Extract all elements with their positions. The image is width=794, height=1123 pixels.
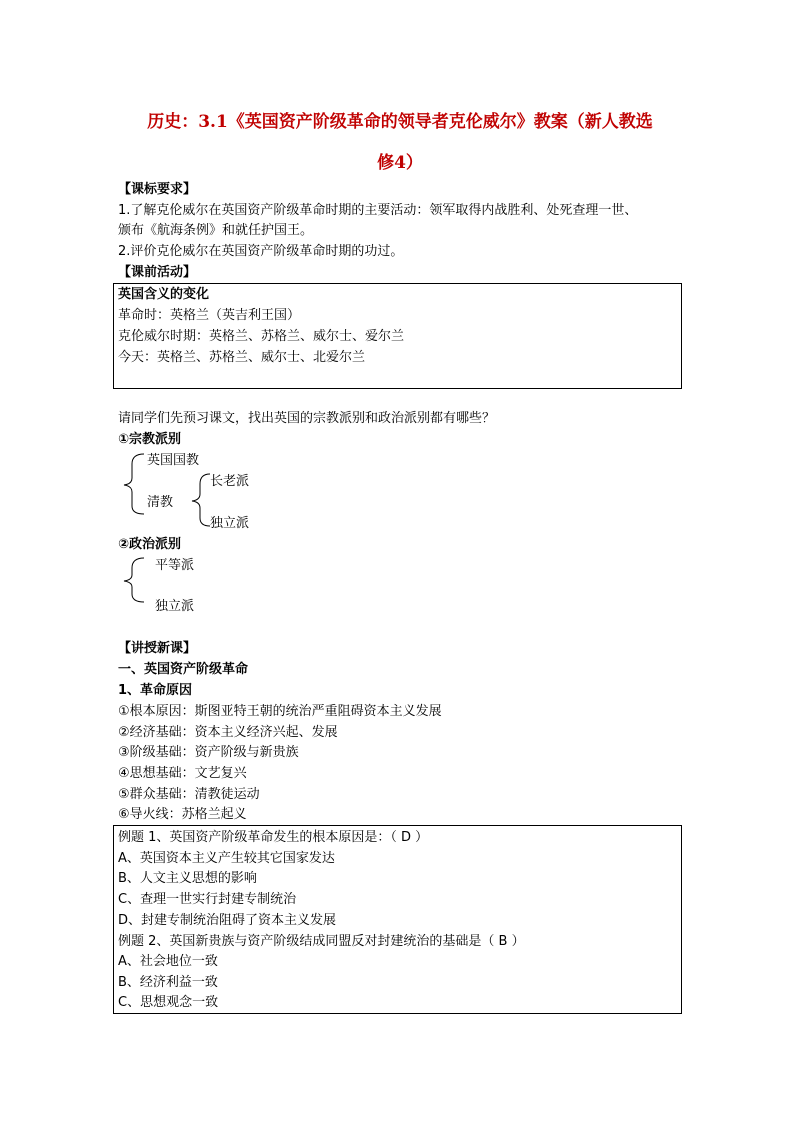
example-2-option-a: A、社会地位一致: [118, 954, 218, 969]
politics-levellers: 平等派: [155, 558, 195, 573]
section-title: 一、英国资产阶级革命: [118, 662, 249, 677]
example-2-option-b: B、经济利益一致: [118, 975, 218, 990]
example-1-question: 例题 1、英国资产阶级革命发生的根本原因是：（ D ）: [118, 830, 429, 845]
preclass-heading: 【课前活动】: [118, 265, 197, 280]
inner-brace-shape: [192, 474, 210, 526]
cause-6: ⑥导火线：苏格兰起义: [118, 807, 247, 822]
politics-independents: 独立派: [155, 599, 195, 614]
curriculum-heading: 【课标要求】: [118, 182, 197, 197]
cause-2: ②经济基础：资本主义经济兴起、发展: [118, 725, 338, 740]
example-1-option-b: B、人文主义思想的影响: [118, 871, 257, 886]
politics-heading: ②政治派别: [118, 537, 182, 552]
cause-1: ①根本原因：斯图亚特王朝的统治严重阻碍资本主义发展: [118, 704, 442, 719]
outer-brace-shape: [124, 454, 144, 514]
curriculum-item-2: 2.评价克伦威尔在英国资产阶级革命时期的功过。: [118, 244, 404, 259]
document-title-line2: 修4）: [377, 153, 423, 173]
cause-4: ④思想基础：文艺复兴: [118, 766, 247, 781]
cause-3: ③阶级基础：资产阶级与新贵族: [118, 745, 299, 760]
preclass-line-1: 革命时：英格兰（英吉利王国）: [118, 308, 301, 323]
example-2-option-c: C、思想观念一致: [118, 995, 219, 1010]
example-2-question: 例题 2、英国新贵族与资产阶级结成同盟反对封建统治的基础是（ B ）: [118, 934, 525, 949]
preclass-line-3: 今天：英格兰、苏格兰、威尔士、北爱尔兰: [118, 350, 366, 365]
religion-puritan: 清教: [147, 495, 174, 510]
politics-brace-shape: [124, 558, 144, 602]
curriculum-item-1a: 1.了解克伦威尔在英国资产阶级革命时期的主要活动：领军取得内战胜利、处死查理一世、: [118, 203, 638, 218]
preclass-box-title: 英国含义的变化: [118, 287, 210, 302]
religion-independent: 独立派: [210, 516, 250, 531]
religion-anglican: 英国国教: [147, 453, 200, 468]
preclass-line-2: 克伦威尔时期：英格兰、苏格兰、威尔士、爱尔兰: [118, 329, 405, 344]
lecture-heading: 【讲授新课】: [118, 641, 197, 656]
preview-question: 请同学们先预习课文，找出英国的宗教派别和政治派别都有哪些？: [118, 411, 496, 426]
religion-presbyterian: 长老派: [210, 474, 250, 489]
subsection-title: 1、革命原因: [118, 683, 193, 698]
cause-5: ⑤群众基础：清教徒运动: [118, 787, 260, 802]
curriculum-item-1b: 颁布《航海条例》和就任护国王。: [118, 223, 314, 238]
example-1-option-d: D、封建专制统治阻碍了资本主义发展: [118, 913, 337, 928]
politics-brace-diagram: [118, 556, 158, 608]
religion-heading: ①宗教派别: [118, 432, 182, 447]
example-1-option-a: A、英国资本主义产生较其它国家发达: [118, 851, 335, 866]
document-title-line1: 历史：3.1《英国资产阶级革命的领导者克伦威尔》教案（新人教选: [147, 112, 653, 132]
example-1-option-c: C、查理一世实行封建专制统治: [118, 892, 297, 907]
